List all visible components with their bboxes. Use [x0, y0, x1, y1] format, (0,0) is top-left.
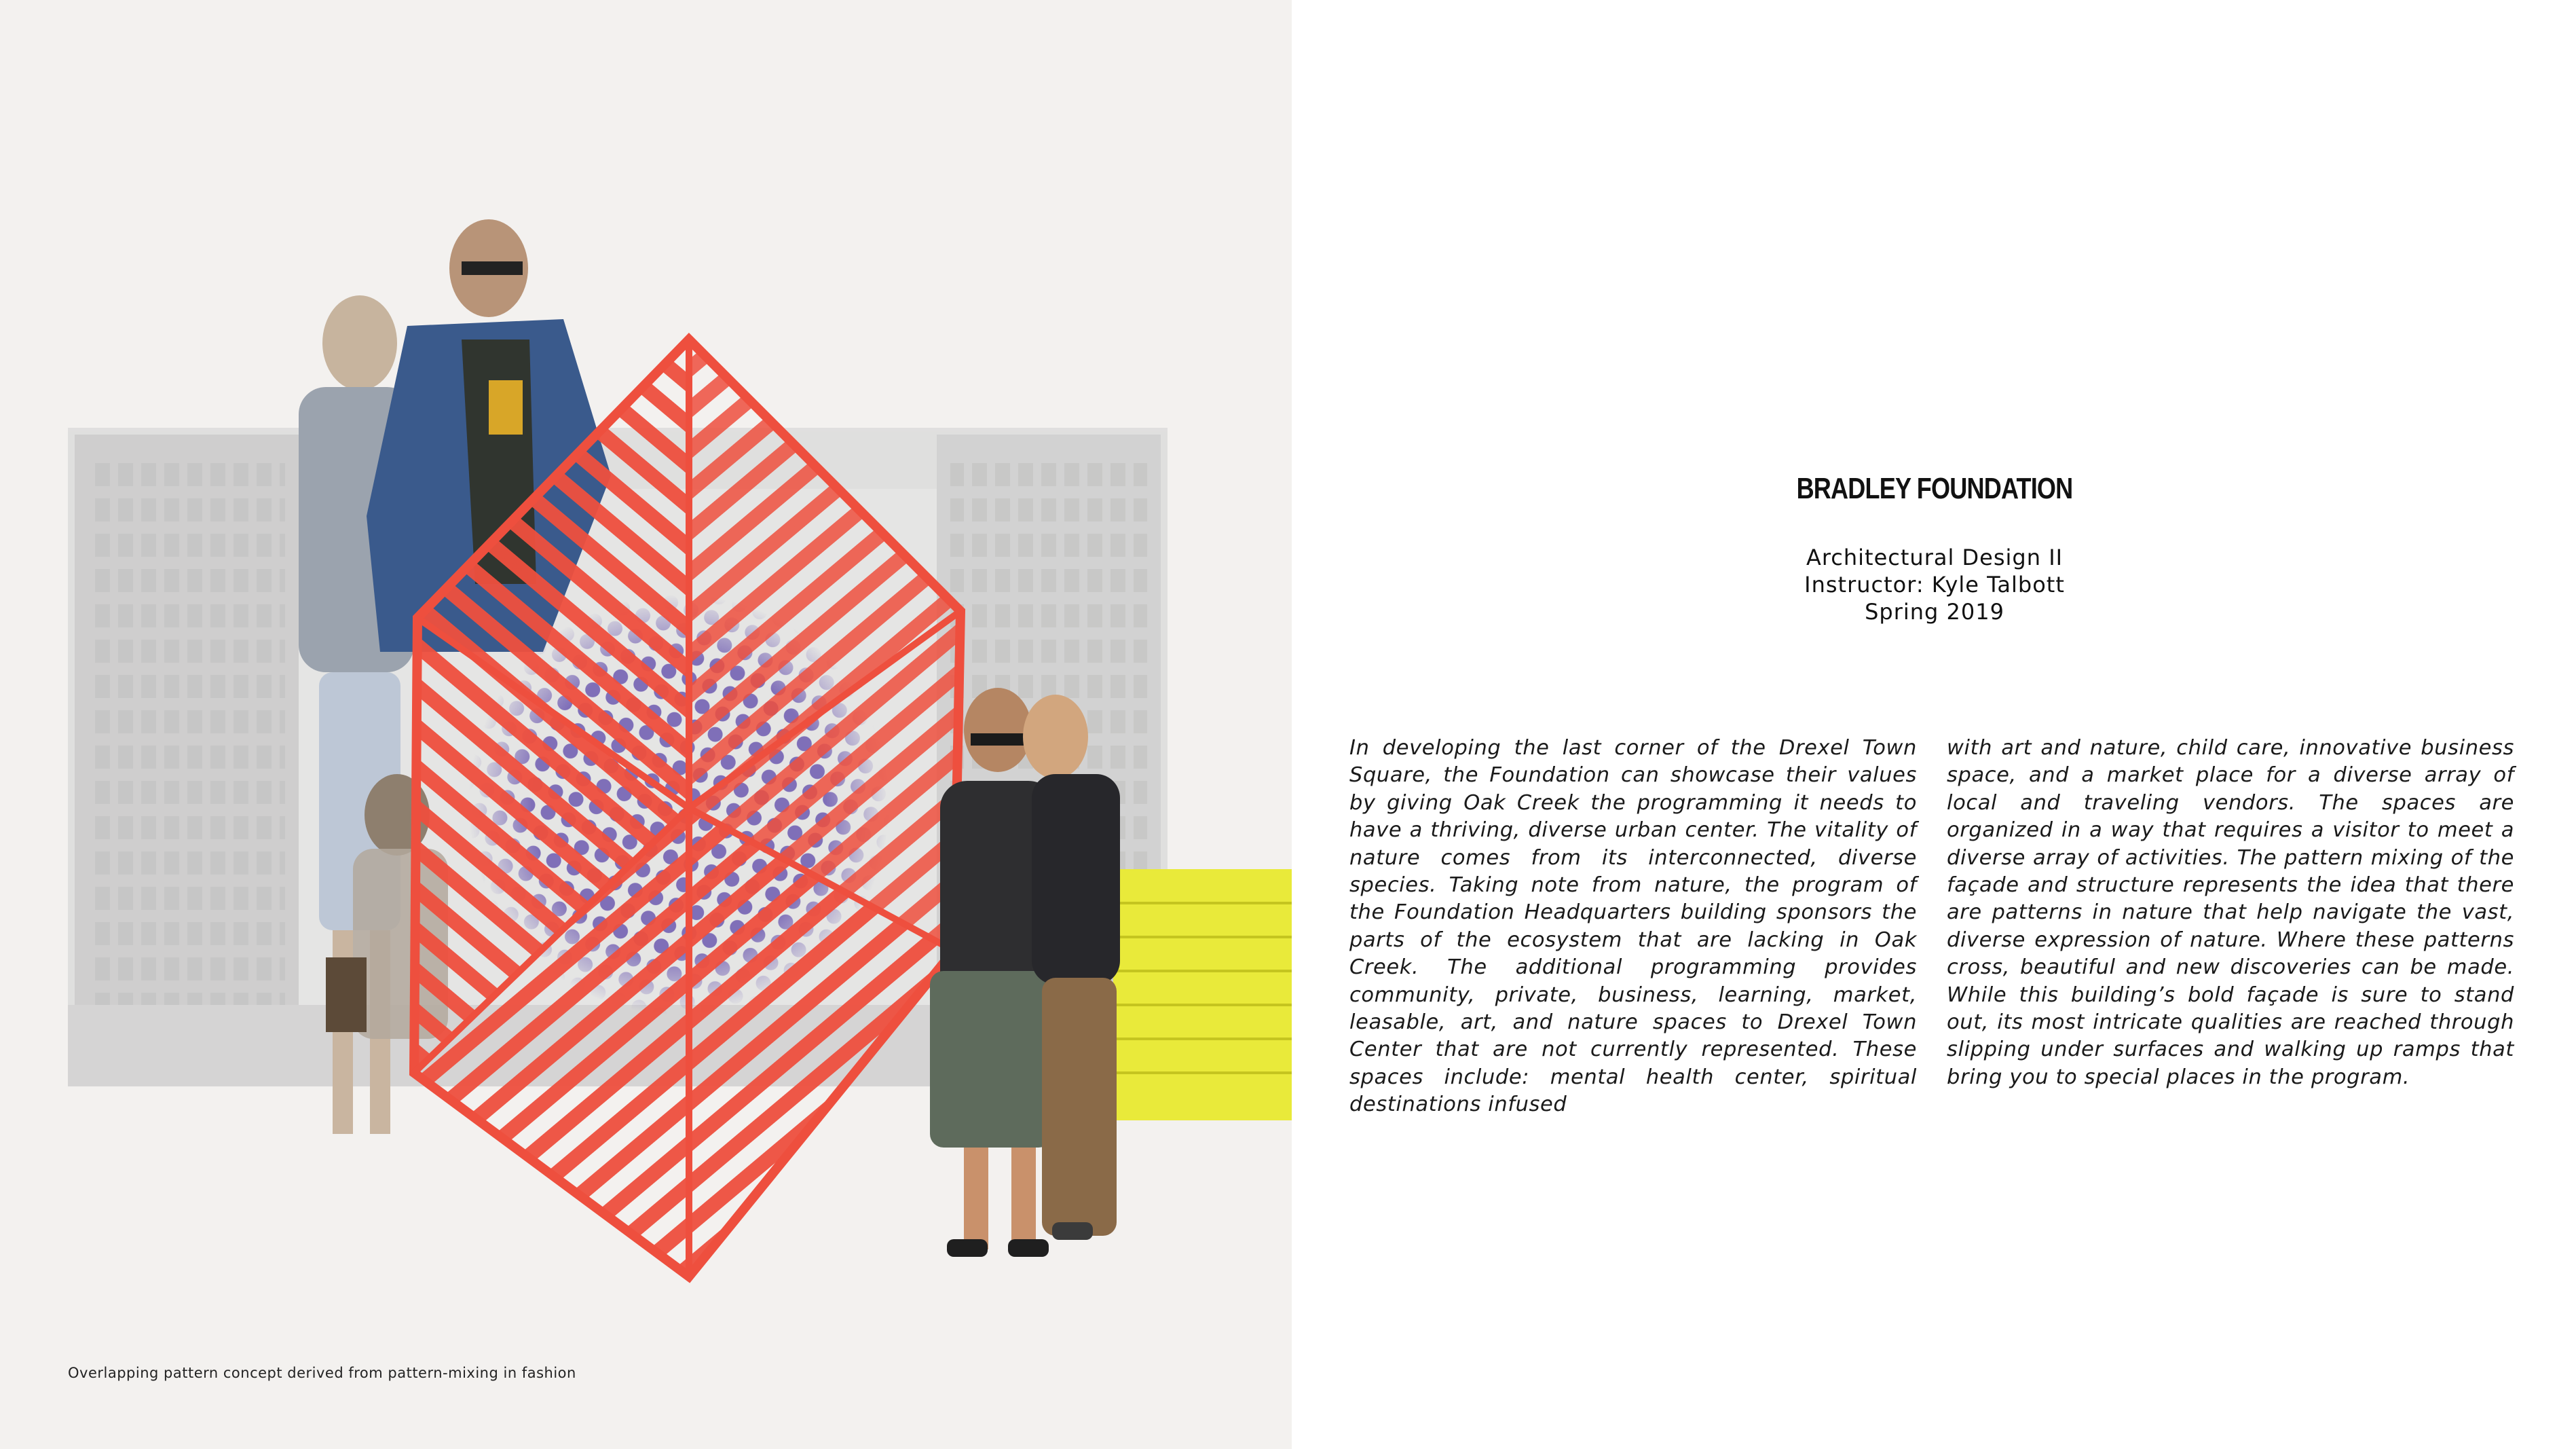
figure-caption: Overlapping pattern concept derived from pattern-mixing in fashion	[68, 1365, 576, 1381]
term: Spring 2019	[1865, 599, 2004, 625]
body-text-column-1: In developing the last corner of the Drexel Town Square, the Foundation can showcase their values by giving Oak Creek the programming it needs to have a thriving, diverse urban center. The vitality of nature comes from its interconnected, diverse species. Taking note from nature, the program of the Foundation Headquarters building sponsors the parts of the ecosystem that are lacking in Oak Creek. The additional programming provides community, private, business, learning, market, leasable, art, and nature spaces to Drexel Town Center that are not currently represented. These spaces include: mental health center, spiritual destinations infused	[1349, 736, 1917, 1117]
body-text-column-2: with art and nature, child care, innovative business space, and a market place for a diverse array of local and traveling vendors. The spaces are organized in a way that requires a visitor to meet a diverse array of activities. The pattern mixing of the façade and structure represents the idea that there are patterns in nature that help navigate the vast, diverse expression of nature. Where these patterns cross, beautiful and new discoveries can be made. While this building’s bold façade is sure to stand out, its most intricate qualities are reached through slipping under surfaces and walking up ramps that bring you to special places in the program.	[1947, 736, 2514, 1089]
instructor-name: Instructor: Kyle Talbott	[1804, 572, 2065, 598]
project-title: BRADLEY FOUNDATION	[1796, 472, 2073, 505]
yellow-bench	[1113, 869, 1292, 1120]
project-header	[1697, 472, 2172, 625]
course-name: Architectural Design II	[1806, 545, 2064, 570]
